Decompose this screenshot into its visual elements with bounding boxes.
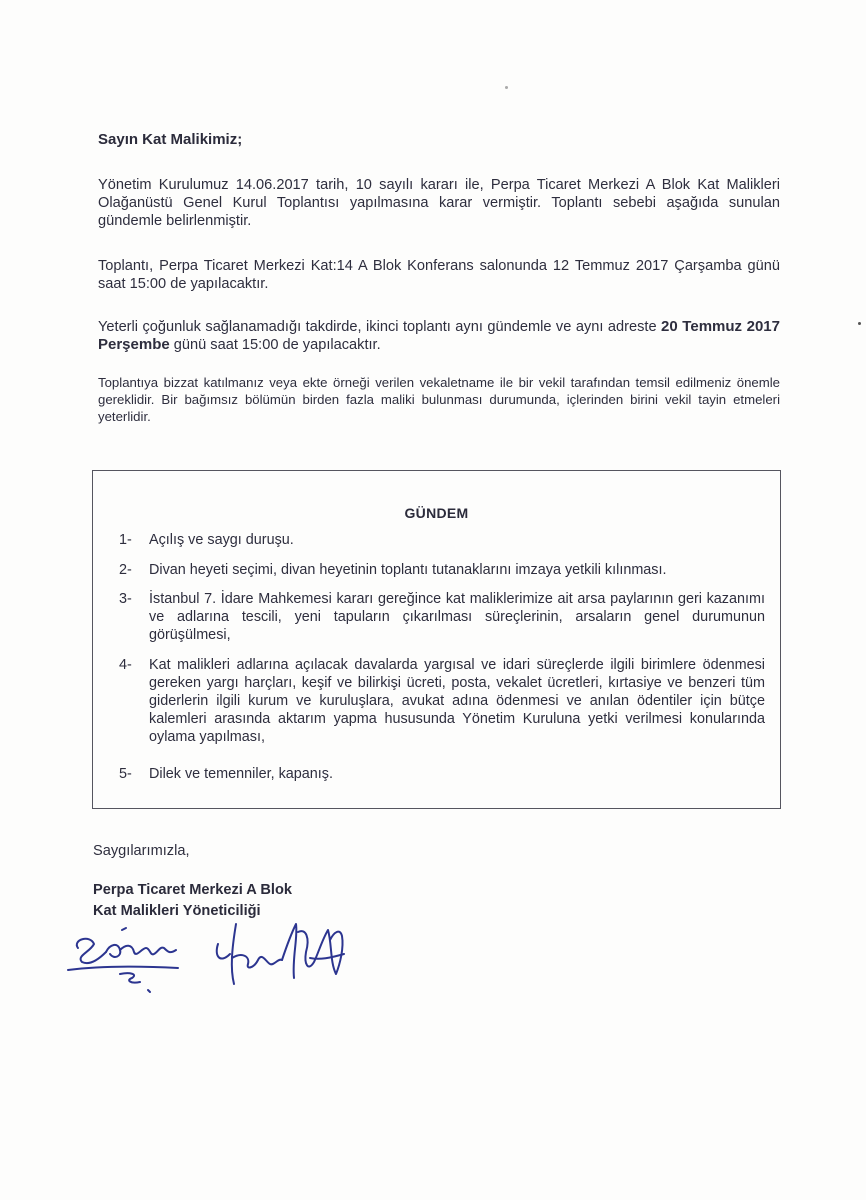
agenda-item-text: Açılış ve saygı duruşu. (149, 532, 294, 548)
paragraph-meeting-place: Toplantı, Perpa Ticaret Merkezi Kat:14 A Blok Konferans salonunda 12 Temmuz 2017 Çarşamba günü saat 15:00 de yapılacaktır. (98, 258, 780, 292)
agenda-title: GÜNDEM (404, 505, 469, 521)
agenda-item-text: Dilek ve temenniler, kapanış. (149, 766, 333, 782)
paragraph-decision: Yönetim Kurulumuz 14.06.2017 tarih, 10 sayılı kararı ile, Perpa Ticaret Merkezi A Blok Kat Malikleri Olağanüstü Genel Kurul Toplantısı yapılmasına karar vermiştir. Toplantı sebebi aşağıda sunulan gündemle belirlenmiştir. (98, 177, 780, 229)
greeting: Sayın Kat Malikimiz; (98, 131, 243, 148)
paragraph-second-meeting (98, 318, 780, 354)
signatory-line-2: Kat Malikleri Yöneticiliği (93, 903, 261, 919)
agenda-item-text: Divan heyeti seçimi, divan heyetinin toplantı tutanaklarını imzaya yetkili kılınması. (149, 562, 667, 578)
second-meeting-text-b: günü saat 15:00 de yapılacaktır. (169, 337, 381, 353)
scan-speck (858, 322, 861, 325)
paragraph-proxy-note: Toplantıya bizzat katılmanız veya ekte örneği verilen vekaletname ile bir vekil tarafından temsil edilmeniz önemle gereklidir. Bir bağımsız bölümün birden fazla maliki bulunması durumunda, içlerinden birini vekil tayin etmeleri yeterlidir. (98, 375, 780, 424)
second-meeting-date: 20 Temmuz 2017 Perşembe (98, 318, 780, 353)
agenda-item (119, 531, 765, 549)
agenda-item-number: 2- (119, 562, 132, 578)
agenda-item-text: İstanbul 7. İdare Mahkemesi kararı gereğince kat maliklerimize ait arsa paylarının geri kazanımı ve adlarına tescili, yeni tapuların çıkarılması süreçlerinin, arsaların genel durumunun görüşülmesi, (149, 591, 765, 643)
agenda-item (119, 590, 765, 644)
agenda-item (119, 561, 765, 579)
agenda-item-number: 1- (119, 532, 132, 548)
second-meeting-text-a: Yeterli çoğunluk sağlanamadığı takdirde, ikinci toplantı aynı gündemle ve aynı adreste (98, 319, 662, 335)
handwritten-signatures (60, 918, 380, 1008)
agenda-item (119, 656, 765, 746)
scan-speck (505, 86, 508, 89)
closing-salutation: Saygılarımızla, (93, 843, 190, 859)
agenda-item-number: 3- (119, 591, 132, 607)
agenda-item-text: Kat malikleri adlarına açılacak davalarda yargısal ve idari süreçlerde ilgili birimlere ödenmesi gereken yargı harçları, keşif ve bilirkişi ücreti, posta, vekalet ücretleri, kırtasiye ve benzeri tüm giderlerin ilgili kurum ve kuruluşlara, avukat adına ödenmesi ve anılan ödentiler için bütçe kalemleri arasında aktarım yapma hususunda Yönetim Kuruluna yetki verilmesi konularında oylama yapılması, (149, 657, 765, 745)
agenda-item-number: 5- (119, 766, 132, 782)
agenda-item-number: 4- (119, 657, 132, 673)
signatory-line-1: Perpa Ticaret Merkezi A Blok (93, 882, 292, 898)
agenda-item (119, 765, 765, 783)
signatory-organization (93, 880, 292, 922)
agenda-box (92, 470, 781, 809)
